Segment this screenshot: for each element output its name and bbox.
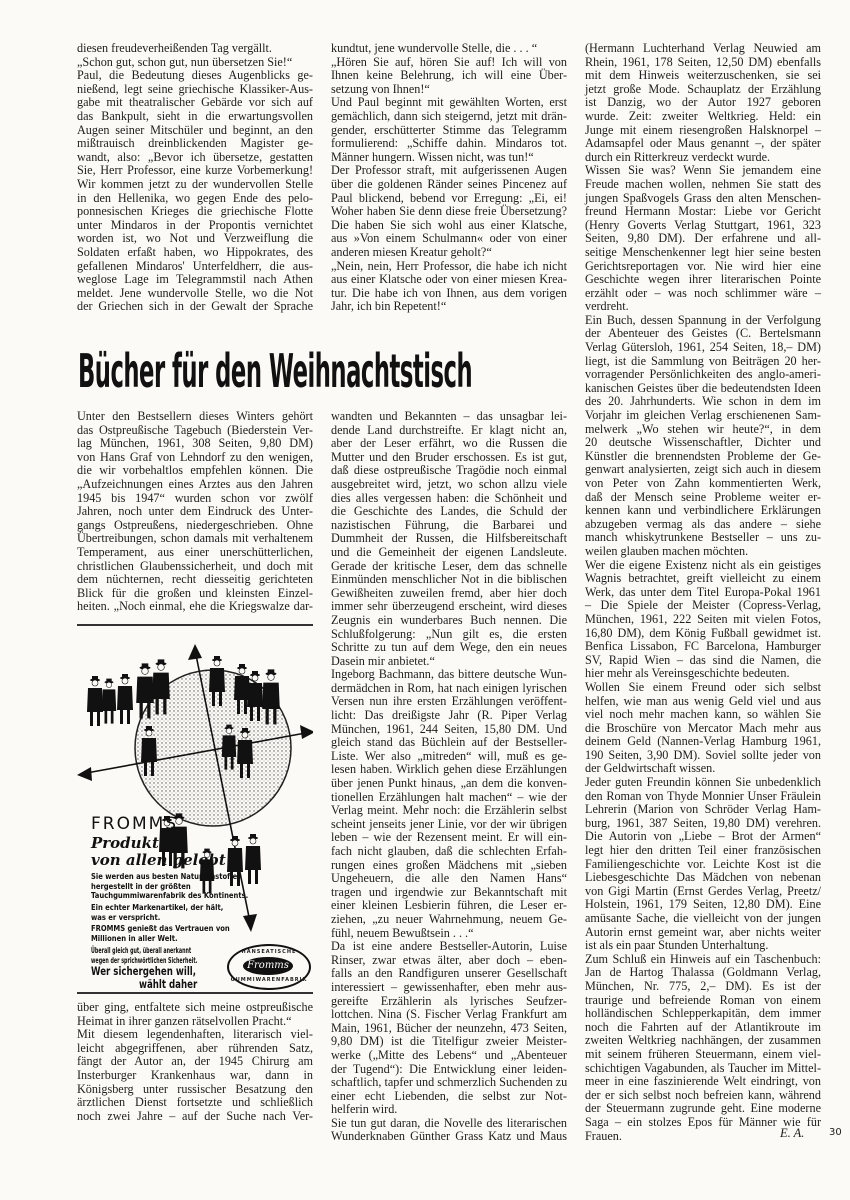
text-line: Zum Schluß ein Hinweis auf ein Taschenbuch: (585, 951, 821, 966)
text-line: Da ist eine andere Bestseller-Autorin, Luise (331, 939, 567, 954)
text-line: in den Hellenika, wo gegen Ende des pelo- (77, 190, 313, 205)
text-line: gangs Ostpreußens, niedergeschrieben. Ohne (77, 517, 313, 532)
text-line: traurige und befreiende Roman von einem (585, 992, 821, 1007)
text-line: wandten und Bekannten – das unsagbar lei- (331, 409, 567, 423)
text-line: „Aufzeichnungen eines Arztes aus den Jahren (77, 476, 313, 491)
text-line: Sie tun gut daran, die Novelle des literarischen (331, 1115, 567, 1130)
text-line: den Roman von Thyde Monnier Unser Fräulein (585, 788, 821, 803)
section-headline: Bücher für den Weihnachtstisch (78, 344, 473, 398)
text-line: einer echt Liebenden, die selbst zur Not- (331, 1088, 567, 1103)
text-line: Werk, das unter dem Titel Europa-Pokal 1961 (585, 584, 821, 599)
text-line: kundtut, jene wundervolle Stelle, die . . . “ (331, 41, 538, 55)
text-line: seitige Menschenkenner legt hier seine besten (585, 244, 821, 259)
text-line: des 20. Jahrhunderts. Wie schon in dem im (585, 394, 821, 409)
ad-bottom-rule (77, 992, 313, 994)
text-line: mißtrauisch dreinblickenden Magister ge- (77, 136, 313, 151)
fromms-advertisement (77, 622, 313, 994)
text-line: hier mehr als Vereinsgeschichte bedeuten. (585, 666, 790, 681)
text-line: verdreht. (585, 299, 629, 314)
text-line: Benfica Lissabon, FC Barcelona, Hamburger (585, 639, 821, 654)
text-line: zweiten Weltkrieg nachhängen, der zusammen (585, 1033, 821, 1048)
text-line: abzugeben vermag als das andere – siehe (585, 516, 821, 531)
text-line: fühl, neuem Bewußtsein . . .“ (331, 925, 474, 940)
text-line: Wagnis betrachtet, greift vielleicht zu einem (585, 571, 821, 586)
text-line: Paul blickend, bebend vor Erregung: „Ei, ei! (331, 190, 567, 205)
text-line: schichtigen Vagabunden, als Taucher im Mittel- (585, 1060, 821, 1075)
text-line: falls an den Randfiguren unserer Gesellschaft (331, 966, 567, 981)
text-line: Versen nun ihre ersten Erzählungen veröffent- (331, 694, 567, 709)
text-line: München, Nr. 775, 2,– DM). Es ist der (585, 978, 821, 993)
text-line: ist Danzig, wo der Autor 1927 geboren (585, 95, 821, 110)
text-line: viel noch mehr machen kann, so wählen Sie (585, 707, 821, 722)
text-line: das Bankpult, sieht in die erwartungsvollen (77, 108, 313, 123)
text-line: 9,80 DM) ist die Titelfigur zweier Meister- (331, 1034, 567, 1049)
text-line: mit seinem früheren Steuermann, einem viel- (585, 1046, 821, 1061)
text-line: Wunderknaben Günther Grass Katz und Maus (331, 1129, 567, 1144)
ad-brand: FROMMS (91, 814, 179, 834)
text-line: wurde. Zeit: zweiter Weltkrieg. Held: ein (585, 108, 821, 123)
text-line: leicht abgegriffenen, aber rührenden Satz, (77, 1040, 313, 1055)
text-line: manch whiskytrunkene Bestseller – uns zu- (585, 530, 821, 545)
text-line: 190 Seiten, 3,90 DM). Soviel sollte jeder von (585, 747, 821, 762)
text-line: – Die Spiele der Meister (Copress-Verlag, (585, 598, 821, 613)
text-line: Jeder guten Freundin können Sie unbedenklich (585, 775, 821, 790)
text-line: vorragender Persönlichkeiten des anglo-ameri- (585, 367, 821, 382)
text-line: fängt der Autor an, der 1945 Chirurg am (77, 1054, 313, 1069)
text-line: München, 1961, 244 Seiten, 15,80 DM. Und (331, 721, 567, 736)
text-line: Männer hungern. Wissen nicht, was tun!“ (331, 149, 534, 164)
text-line: SV, Rapid Wien – das sind die Namen, die (585, 652, 821, 667)
text-line: kanischen Geistes über die bedeutendsten Ideen (585, 380, 821, 395)
text-line: nießend, legt seine griechische Klassiker-Aus- (77, 81, 313, 96)
text-line: von Peter von Zahn kommentierten Werk, (585, 476, 821, 490)
arrow-right-icon (300, 725, 313, 739)
text-line: „Nein, nein, Herr Professor, die habe ich nicht (331, 258, 567, 273)
text-line: worden ist, wo Not und Verzweiflung die (77, 231, 313, 246)
article-top-left-column (77, 42, 313, 314)
seal-top-text: HANSEATISCHE (241, 949, 297, 955)
text-line: Jahr, ich bin Repetent!“ (331, 299, 447, 314)
text-line: jungen Spaßvogels Grass den alten Menschen- (585, 190, 821, 205)
text-line: tionellen Erzählungen halt machen“ – wie der (331, 789, 567, 804)
books-left-column-continued (77, 1001, 313, 1123)
text-line: Insterburger Krankenhaus war, dann in (77, 1067, 313, 1082)
text-line: tur. Die habe ich von Ihnen, aus dem vorigen (331, 285, 567, 300)
text-line: Künstler die brennendsten Probleme der Ge- (585, 448, 821, 463)
text-line: die Broschüre von Mercator Mach mehr aus (585, 720, 821, 735)
text-line: weglose Lage im Telegrammstil nach Athen (77, 272, 313, 287)
text-line: rungen eines großen Mädchens mit „sieben (331, 857, 567, 872)
text-line: legt hier den dritten Teil einer französischen (585, 843, 821, 858)
text-line: Ihnen keine Belehrung, ich will eine Über- (331, 68, 567, 83)
text-line: Übertreibungen, schon damals mit verhaltenem (77, 531, 313, 546)
text-line: gemächlich, dann sich steigernd, jetzt mit drän- (331, 108, 567, 123)
text-line: Adamsapfel oder Maus genannt –, der später (585, 136, 821, 151)
ad-body-line: wegen der sprichwörtlichen Sicherheit. (91, 955, 198, 965)
text-line: mit dem Hinweis weiterzuschenken, sie sei (585, 68, 821, 83)
text-line: Temperament, aus einer unerschütterlichen, (77, 544, 313, 559)
text-line: (Henry Goverts Verlag Stuttgart, 1961, 323 (585, 217, 821, 232)
text-line: der Steuermann zugrunde geht. Eine moderne (585, 1101, 821, 1116)
ad-body-line: was er verspricht. (91, 912, 161, 922)
text-line: Autorin ernst gemeint war, aber nichts weiter (585, 924, 821, 939)
text-line: meldet. Jene wundervolle Stelle, wo die Not (77, 285, 313, 300)
text-line: werke („Mitte des Lebens“ und „Abenteuer (331, 1047, 567, 1062)
text-line: Zeugnis ein wunderbares Buch nennen. Die (331, 612, 567, 627)
text-line: von Gigi Martin (Ernst Gerdes Verlag, Preetz/ (585, 883, 821, 898)
text-line: kennen kann und verbindlichere Erklärungen (585, 503, 821, 518)
author-signature: E. A. (780, 1126, 805, 1140)
text-line: Gerade der kritische Leser, dem das schnelle (331, 558, 567, 573)
text-line: der Griechen sich in der Gewalt der Sprache (77, 299, 313, 314)
text-line: 1945 bis 1947“ wurden schon vor zwölf (77, 490, 313, 505)
text-line: formulierend: „Schiffe dahin. Mindaros tot. (331, 136, 567, 151)
text-line: Liebesgeschichte Das Mädchen von nebenan (585, 870, 821, 885)
text-line: jetzt große Mode. Schauplatz der Erzählung (585, 81, 821, 96)
text-line: Geschichte wegen ihrer literarischen Pointe (585, 272, 821, 287)
text-line: Holstein, 1961, 179 Seiten, 12,80 DM). Eine (585, 897, 821, 912)
text-line: das Ostpreußische Tagebuch (Biederstein Ver- (77, 422, 313, 437)
text-line: Gewißheiten zuweilen fremd, aber hier doch (331, 585, 567, 600)
text-line: der Geldwirtschaft wissen. (585, 761, 716, 776)
text-line: Gerichtsreportagen vor. Nie wird hier eine (585, 258, 821, 273)
text-line: die Geschichte des Landes, die Schuld der (331, 504, 567, 519)
text-line: aber der Leser erfährt, wo die Russen die (331, 436, 567, 451)
text-line: aus »Von einem Schulmann« oder von einer (331, 231, 567, 246)
text-line: gefallenen Mindaros' Unterfeldherr, die aus- (77, 258, 313, 273)
text-line: daß diese ostpreußische Tragödie noch einmal (331, 463, 567, 478)
text-line: genwart analysierten, zeigt sich auch in diesem (585, 462, 821, 477)
text-line: Jan de Hartog Thalassa (Goldmann Verlag, (585, 965, 821, 980)
text-line: licht: Das dreißigste Jahr (R. Piper Verlag (331, 708, 567, 723)
text-line: Wir kommen jetzt zu der wundervollen Stelle (77, 176, 313, 191)
text-line: deinem Geld (Nannen-Verlag Hamburg 1961, (585, 734, 821, 749)
text-line: tragen und irgendwie zur Bekanntschaft mit (331, 884, 567, 899)
text-line: der er sich selbst noch befreien kann, während (585, 1087, 821, 1102)
text-line: Einmünden menschlicher Not in die biblischen (331, 572, 567, 587)
text-line: Familiengeschichte vor. Leichte Kost ist die (585, 856, 821, 871)
text-line: über jenen Punkt hinaus, „an dem die konven- (331, 776, 567, 791)
ad-body-line: Millionen in aller Welt. (91, 933, 178, 943)
text-line: Woher haben Sie denn diese freie Übersetzung? (331, 204, 567, 219)
text-line: Lehrerin (Marion von Schröder Verlag Ham- (585, 802, 821, 817)
text-line: noch zwei Jahre – auf der Suche nach Ver- (77, 1108, 313, 1123)
text-line: Freude machen wollen, nehmen Sie statt des (585, 176, 821, 191)
person-figure (102, 679, 116, 724)
text-line: weilen glauben machen möchten. (585, 543, 749, 558)
text-line: Heimat in ihrer ganzen rätselvollen Pracht.“ (77, 1013, 292, 1028)
text-line: Augen seiner Mitschüler und beginnt, an den (77, 122, 313, 137)
text-line: „Schon gut, schon gut, nun übersetzen Sie!“ (77, 54, 293, 69)
ad-body-line: Überall gleich gut, überall anerkannt (91, 946, 192, 955)
text-line: von Hans Graf von Lehndorf zu den wenigen, (77, 449, 313, 464)
article-top-middle-column (331, 42, 567, 314)
text-line: gender, erschütterter Stimme das Telegramm (331, 122, 567, 137)
text-line: liegt, ist die Sammlung von Beiträgen 20 her- (585, 353, 821, 368)
arrow-up-icon (188, 644, 202, 660)
text-line: immer sehr überzeugend erscheint, wird dieses (331, 599, 567, 614)
text-line: Dummheit der Russen, die Hilfsbereitschaft (331, 531, 567, 546)
person-figure (117, 674, 133, 724)
text-line: lottchen. Nina (S. Fischer Verlag Frankfurt am (331, 1007, 567, 1022)
text-line: ärztlichen Dienst fortsetzte und schließlich (77, 1095, 313, 1110)
arrow-left-icon (77, 767, 92, 781)
text-line: Die Autorin von „Liebe – Brot der Armen“ (585, 829, 821, 844)
text-line: Die haben Sie sich wohl aus einer Klatsche, (331, 217, 567, 232)
text-line: über ging, entfaltete sich meine ostpreußische (77, 1000, 313, 1014)
text-line: dende Land durchstreifte. Er klagt nicht an, (331, 422, 567, 437)
text-line: (Hermann Luchterhand Verlag Neuwied am (585, 41, 821, 55)
text-line: Paul, die Bedeutung dieses Augenblicks ge- (77, 68, 313, 83)
text-line: gereifte Erzählerin als lyrisches Seufzer- (331, 993, 567, 1008)
arrow-down-icon (243, 914, 257, 932)
text-line: Der Professor straft, mit aufgerissenen Augen (331, 163, 567, 178)
text-line: Verlag Gütersloh, 1961, 254 Seiten, 18,– DM) (585, 340, 821, 355)
hanseatische-seal-logo (227, 944, 311, 990)
ad-body-line: Sie werden aus besten Naturrohstoffen (91, 872, 243, 881)
books-left-column (77, 410, 313, 614)
text-line: lag München, 1961, 308 Seiten, 9,80 DM) (77, 436, 313, 451)
text-line: Saga – ein stolzes Epos für Männer wie für (585, 1114, 821, 1129)
text-line: Schlußfolgerung: „Nun gilt es, die ersten (331, 626, 567, 641)
text-line: melwerk „Wo stehen wir heute?“, in dem (585, 421, 821, 436)
books-right-column (585, 42, 821, 1143)
text-line: über die goldenen Ränder seines Pincenez auf (331, 176, 567, 191)
text-line: Wer die eigene Existenz nicht als ein geistiges (585, 557, 821, 572)
text-line: durch ein Ritterkreuz verdeckt wurde. (585, 149, 771, 164)
text-line: ausgebreitet wird, jetzt, wo schon allzu viele (331, 476, 567, 491)
text-line: Ein Buch, dessen Spannung in der Verfolgung (585, 312, 821, 327)
text-line: Wissen Sie was? Wenn Sie jemandem eine (585, 163, 821, 178)
text-line: ziehen, „zu neuer Wahrnehmung, neuem Ge- (331, 911, 567, 926)
ad-slogan-line-1: Produkte (91, 834, 169, 852)
text-line: fach nicht glauben, daß die schlechten Erfah- (331, 844, 567, 858)
text-line: Dasein mir anbietet.“ (331, 653, 435, 668)
text-line: christlichen Glaubenssicherheit, und doch mit (77, 558, 313, 573)
text-line: Wollen Sie einem Freund oder sich selbst (585, 679, 821, 694)
text-line: und die Gemeinheit der eigenen Landsleute. (331, 544, 567, 559)
person-figure (87, 676, 103, 726)
text-line: dies alles vergessen haben: die Schönheit und (331, 490, 567, 505)
text-line: Ingeborg Bachmann, das bittere deutsche Wun- (331, 667, 567, 682)
text-line: die wir vorbehaltlos empfehlen können. Die (77, 463, 313, 478)
text-line: scheint jenseits jener Linie, vor der wir übrigen (331, 816, 567, 831)
text-line: Junge mit einem riesengroßen Halsknorpel – (585, 122, 821, 137)
ad-body-line: Tauchgummiwarenfabrik des Kontinents. (91, 891, 249, 900)
ad-tagline-2: wählt daher (139, 977, 198, 991)
text-line: „Hören Sie auf, hören Sie auf! Ich will von (331, 54, 567, 69)
text-line: leben – wie der Rezensent meint. Er will ein- (331, 830, 567, 845)
text-line: aus einer Klatsche oder von einer miesen Krea- (331, 272, 567, 287)
text-line: 16,80 DM), dem König Fußball gewidmet ist. (585, 625, 821, 640)
text-line: burg, 1961, 387 Seiten, 19,80 DM) verehren. (585, 815, 821, 830)
text-line: ponnesischen Krieges die griechische Flotte (77, 204, 313, 219)
person-figure (245, 834, 261, 884)
text-line: freund Hermann Mostar: Liebe vor Gericht (585, 204, 821, 219)
text-line: Jahren, noch unter dem Eindruck des Unter- (77, 504, 313, 519)
ad-slogan-line-2: von allen gelobt (91, 851, 226, 869)
seal-bottom-text: GUMMIWARENFABRIK (230, 977, 308, 983)
text-line: heiten. „Noch einmal, ehe die Kriegswalze dar- (77, 599, 313, 614)
text-line: Frauen. (585, 1128, 622, 1143)
text-line: helfen, wie man aus wenig Geld viel und aus (585, 693, 821, 708)
text-line: helferin wird. (331, 1102, 398, 1117)
ad-tagline-1: Wer sichergehen will, (91, 964, 197, 978)
text-line: Seiten, 9,80 DM). Der erfahrene und all- (585, 231, 821, 246)
text-line: Sie, Herr Professor, eine kurze Vorbemerkung! (77, 163, 313, 178)
text-line: gleich stand das Büchlein auf der Bestseller- (331, 735, 567, 750)
text-line: Mit diesem legendenhaften, literarisch viel- (77, 1027, 313, 1042)
text-line: dem nüchternen, recht diesseitig gerichteten (77, 572, 313, 587)
text-line: interessiert – gewissenhafter, eben mehr aus- (331, 979, 567, 994)
text-line: lesen haben. Wirklich gehen diese Erzählungen (331, 762, 567, 777)
text-line: wandt, also: „Bevor ich übersetze, gestatten (77, 149, 313, 164)
text-line: Königsberg unter russischer Besatzung den (77, 1081, 313, 1096)
text-line: Rinser, zwar etwas älter, aber doch – eben- (331, 952, 567, 967)
page-number: 30 (829, 1127, 842, 1138)
text-line: schaftlich, tapfer und schmerzlich Suchenden zu (331, 1075, 568, 1090)
text-line: Unter den Bestsellern dieses Winters gehört (77, 409, 313, 423)
text-line: Mutter und den Bruder erschossen. Es ist gut, (331, 449, 567, 464)
text-line: ist als ein paar Stunden Unterhaltung. (585, 938, 769, 953)
text-line: anderen miesen Kreatur geholt?“ (331, 244, 492, 259)
seal-center-text: Fromms (243, 957, 293, 975)
text-line: Vorjahr im gleichen Verlag erschienenen Sam- (585, 408, 821, 423)
text-line: Ungeheuern, die alle den Namen Hans“ (331, 871, 567, 886)
books-middle-column (331, 410, 567, 1144)
text-line: Main, 1961, Bücher der neunzehn, 473 Seiten, (331, 1020, 567, 1035)
text-line: Rhein, 1961, 178 Seiten, 12,50 DM) ebenfalls (585, 54, 821, 69)
text-line: dermädchen in Rom, hat nach einigen lyrischen (331, 680, 567, 695)
text-line: Und Paul beginnt mit gewählten Worten, erst (331, 95, 567, 110)
text-line: nazistischen Führung, die Barbarei und (331, 517, 567, 532)
text-line: diesen freudeverheißenden Tag vergällt. (77, 41, 272, 55)
text-line: meer in eine faszinierende Welt eindringt, von (585, 1074, 821, 1089)
text-line: gabe mit theatralischer Gebärde vor sich auf (77, 95, 313, 110)
text-line: 20 deutsche Wissenschaftler, Dichter und (585, 435, 821, 450)
text-line: amüsante Sache, die vielleicht von der jungen (585, 911, 821, 925)
ad-body-line: hergestellt in der größten (91, 881, 191, 891)
text-line: Soldaten erfaßt haben, wo Hippokrates, des (77, 244, 313, 259)
text-line: einer kleinen Lesbierin führen, die Leser er- (331, 898, 567, 913)
text-line: Verlag meint. Mehr noch: die Erzählerin selbst (331, 803, 567, 818)
text-line: München, 1961, 222 Seiten mit vielen Fotos, (585, 611, 821, 626)
text-line: der Tugend“): Die Entwicklung einer leiden- (331, 1061, 567, 1076)
ad-body-line: Ein echter Markenartikel, der hält, (91, 903, 224, 912)
ad-body-line: FROMMS genießt das Vertrauen von (91, 924, 230, 933)
text-line: setzung von Ihnen!“ (331, 81, 430, 96)
text-line: holländischen Schlepperkapitän, dem immer (585, 1006, 821, 1021)
text-line: Schritte zu tun auf dem Wege, den ein neues (331, 640, 567, 655)
text-line: der Abenteuer des Geistes (C. Bertelsmann (585, 326, 821, 341)
text-line: Blick für die großen und kleinsten Einzel- (77, 585, 313, 600)
text-line: unter Mindaros in der Propontis vernichtet (77, 217, 313, 232)
text-line: daß der Mensch seine Probleme weiter er- (585, 489, 821, 504)
text-line: noch die Fahrten auf der Atlantikroute im (585, 1019, 821, 1034)
text-line: Liste. Wer also „mitreden“ will, muß es ge- (331, 748, 567, 763)
text-line: erzählt oder – was noch schlimmer wäre – (585, 285, 821, 300)
